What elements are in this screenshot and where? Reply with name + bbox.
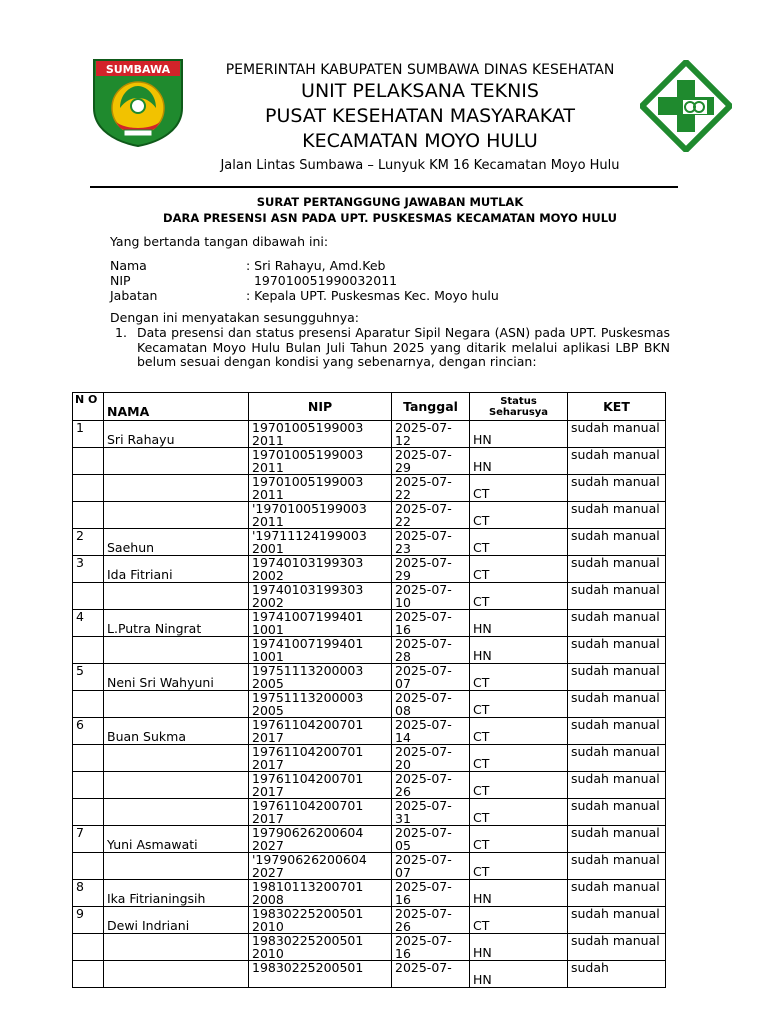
table-row <box>73 961 666 988</box>
table-row <box>73 691 666 718</box>
cell-tanggal: 2025-07- 31 <box>392 799 470 826</box>
cell-nip: 19701005199003 2011 <box>249 421 392 448</box>
table-row <box>73 637 666 664</box>
cell-nama: Ida Fitriani <box>104 556 249 583</box>
cell-nama: Buan Sukma <box>104 718 249 745</box>
cell-status: HN <box>470 934 568 961</box>
cell-no: 5 <box>73 664 104 691</box>
identity-label: NIP <box>110 273 131 288</box>
document-title: SURAT PERTANGGUNG JAWABAN MUTLAK <box>256 195 524 209</box>
cell-nip: 19830225200501 <box>249 961 392 988</box>
cell-nip: 19701005199003 2011 <box>249 475 392 502</box>
cell-status: CT <box>470 583 568 610</box>
cell-ket: sudah manual <box>568 583 666 610</box>
cell-no <box>73 934 104 961</box>
cell-tanggal: 2025-07- 29 <box>392 448 470 475</box>
cell-status: CT <box>470 529 568 556</box>
identity-label: Jabatan <box>110 288 158 303</box>
gov-line: PEMERINTAH KABUPATEN SUMBAWA DINAS KESEHATAN <box>225 62 615 78</box>
cell-no <box>73 799 104 826</box>
cell-ket: sudah manual <box>568 556 666 583</box>
cell-ket: sudah manual <box>568 718 666 745</box>
cell-no <box>73 691 104 718</box>
cell-nama: Saehun <box>104 529 249 556</box>
cell-no <box>73 961 104 988</box>
cell-no: 6 <box>73 718 104 745</box>
cell-nip: 19761104200701 2017 <box>249 799 392 826</box>
cell-status: HN <box>470 961 568 988</box>
cell-nip: 19751113200003 2005 <box>249 664 392 691</box>
cell-ket: sudah manual <box>568 907 666 934</box>
cell-status: CT <box>470 475 568 502</box>
puskesmas-logo <box>640 60 732 152</box>
header-status: Status Seharusya <box>470 393 568 421</box>
address: Jalan Lintas Sumbawa – Lunyuk KM 16 Kecamatan Moyo Hulu <box>220 158 620 173</box>
cell-nama: Ika Fitrianingsih <box>104 880 249 907</box>
cell-no: 7 <box>73 826 104 853</box>
cell-nama <box>104 961 249 988</box>
table-row <box>73 826 666 853</box>
cell-nama <box>104 448 249 475</box>
cell-ket: sudah manual <box>568 799 666 826</box>
cell-status: CT <box>470 907 568 934</box>
item-text: Data presensi dan status presensi Aparatur Sipil Negara (ASN) pada UPT. Puskesmas Kecamatan Moyo Hulu Bulan Juli Tahun 2025 yang ditarik melalui aplikasi LBP BKN belum sesuai dengan kondisi yang sebenarnya, dengan rincian: <box>137 325 670 370</box>
cell-nip: 19790626200604 2027 <box>249 826 392 853</box>
cell-nama <box>104 583 249 610</box>
table-row <box>73 448 666 475</box>
cell-nama: L.Putra Ningrat <box>104 610 249 637</box>
header-nip: NIP <box>249 393 392 421</box>
header-no: N O <box>73 393 104 421</box>
table-header-row <box>73 393 666 421</box>
header-tanggal: Tanggal <box>392 393 470 421</box>
table-row <box>73 934 666 961</box>
cell-tanggal: 2025-07- 28 <box>392 637 470 664</box>
cell-status: CT <box>470 745 568 772</box>
letterhead <box>200 62 640 173</box>
declaration-text: Dengan ini menyatakan sesungguhnya: <box>110 310 360 325</box>
cell-tanggal: 2025-07- 22 <box>392 475 470 502</box>
cell-status: CT <box>470 718 568 745</box>
cell-ket: sudah manual <box>568 826 666 853</box>
cell-status: CT <box>470 502 568 529</box>
unit-line-3: KECAMATAN MOYO HULU <box>302 130 538 152</box>
cell-nip: 19751113200003 2005 <box>249 691 392 718</box>
cell-nama <box>104 853 249 880</box>
cell-tanggal: 2025-07- 07 <box>392 853 470 880</box>
cell-ket: sudah manual <box>568 637 666 664</box>
table-row <box>73 583 666 610</box>
item-number: 1. <box>115 325 127 340</box>
cell-no: 2 <box>73 529 104 556</box>
cell-nip: '19790626200604 2027 <box>249 853 392 880</box>
table-row <box>73 421 666 448</box>
cell-nama: Sri Rahayu <box>104 421 249 448</box>
cell-ket: sudah manual <box>568 664 666 691</box>
cell-nip: 19761104200701 2017 <box>249 772 392 799</box>
cell-ket: sudah manual <box>568 745 666 772</box>
cell-tanggal: 2025-07- 05 <box>392 826 470 853</box>
cell-nama <box>104 475 249 502</box>
cell-ket: sudah <box>568 961 666 988</box>
cell-nip: 19741007199401 1001 <box>249 637 392 664</box>
header-nama: NAMA <box>104 393 249 421</box>
cell-nama: Dewi Indriani <box>104 907 249 934</box>
cell-nama: Yuni Asmawati <box>104 826 249 853</box>
cell-status: CT <box>470 691 568 718</box>
table-row <box>73 718 666 745</box>
identity-label: Nama <box>110 258 147 273</box>
table-row <box>73 772 666 799</box>
identity-value: : Sri Rahayu, Amd.Keb <box>246 258 386 273</box>
table-row <box>73 556 666 583</box>
cell-tanggal: 2025-07- 10 <box>392 583 470 610</box>
cell-tanggal: 2025-07- 26 <box>392 907 470 934</box>
header-divider <box>90 186 678 188</box>
cell-ket: sudah manual <box>568 421 666 448</box>
cell-nip: 19810113200701 2008 <box>249 880 392 907</box>
cell-tanggal: 2025-07- 14 <box>392 718 470 745</box>
table-row <box>73 502 666 529</box>
cell-nip: 19740103199303 2002 <box>249 583 392 610</box>
cell-nama <box>104 772 249 799</box>
cell-no <box>73 448 104 475</box>
cell-status: CT <box>470 826 568 853</box>
cell-ket: sudah manual <box>568 610 666 637</box>
table-row <box>73 664 666 691</box>
cell-ket: sudah manual <box>568 529 666 556</box>
cell-no: 9 <box>73 907 104 934</box>
cell-nip: 19761104200701 2017 <box>249 718 392 745</box>
cell-status: CT <box>470 556 568 583</box>
cell-no: 4 <box>73 610 104 637</box>
cell-ket: sudah manual <box>568 691 666 718</box>
table-row <box>73 853 666 880</box>
cell-ket: sudah manual <box>568 880 666 907</box>
cell-tanggal: 2025-07- <box>392 961 470 988</box>
identity-value: : Kepala UPT. Puskesmas Kec. Moyo hulu <box>246 288 499 303</box>
cell-nama <box>104 799 249 826</box>
cell-nip: 19830225200501 2010 <box>249 934 392 961</box>
cell-nip: 19761104200701 2017 <box>249 745 392 772</box>
cell-status: HN <box>470 610 568 637</box>
cell-tanggal: 2025-07- 29 <box>392 556 470 583</box>
sumbawa-regency-logo <box>90 56 186 148</box>
table-row <box>73 475 666 502</box>
cell-nama <box>104 691 249 718</box>
cell-status: HN <box>470 448 568 475</box>
table-row <box>73 610 666 637</box>
cell-tanggal: 2025-07- 26 <box>392 772 470 799</box>
cell-no <box>73 502 104 529</box>
cell-status: CT <box>470 853 568 880</box>
cell-nip: 19740103199303 2002 <box>249 556 392 583</box>
cell-no <box>73 475 104 502</box>
cell-tanggal: 2025-07- 07 <box>392 664 470 691</box>
cell-status: CT <box>470 664 568 691</box>
cell-ket: sudah manual <box>568 853 666 880</box>
cell-tanggal: 2025-07- 16 <box>392 934 470 961</box>
cell-status: HN <box>470 421 568 448</box>
cell-nip: 19701005199003 2011 <box>249 448 392 475</box>
cell-ket: sudah manual <box>568 502 666 529</box>
cell-no <box>73 772 104 799</box>
cell-ket: sudah manual <box>568 934 666 961</box>
cell-no <box>73 853 104 880</box>
intro-text: Yang bertanda tangan dibawah ini: <box>110 234 329 249</box>
cell-tanggal: 2025-07- 08 <box>392 691 470 718</box>
cell-nama <box>104 934 249 961</box>
cell-status: HN <box>470 637 568 664</box>
cell-nama <box>104 502 249 529</box>
cell-tanggal: 2025-07- 22 <box>392 502 470 529</box>
cell-no: 8 <box>73 880 104 907</box>
table-row <box>73 745 666 772</box>
cell-no <box>73 583 104 610</box>
cell-status: HN <box>470 880 568 907</box>
table-row <box>73 529 666 556</box>
cell-status: CT <box>470 799 568 826</box>
table-row <box>73 907 666 934</box>
cell-nama <box>104 745 249 772</box>
table-row <box>73 880 666 907</box>
identity-value: 197010051990032011 <box>246 273 398 288</box>
cell-tanggal: 2025-07- 16 <box>392 610 470 637</box>
cell-ket: sudah manual <box>568 772 666 799</box>
table-row <box>73 799 666 826</box>
cell-nama: Neni Sri Wahyuni <box>104 664 249 691</box>
logo-sumbawa-text: SUMBAWA <box>105 63 171 76</box>
cell-no: 1 <box>73 421 104 448</box>
header-ket: KET <box>568 393 666 421</box>
cell-tanggal: 2025-07- 12 <box>392 421 470 448</box>
unit-line-1: UNIT PELAKSANA TEKNIS <box>301 80 539 102</box>
cell-tanggal: 2025-07- 23 <box>392 529 470 556</box>
cell-no <box>73 637 104 664</box>
cell-no <box>73 745 104 772</box>
cell-nip: '19711124199003 2001 <box>249 529 392 556</box>
cell-tanggal: 2025-07- 20 <box>392 745 470 772</box>
cell-ket: sudah manual <box>568 475 666 502</box>
cell-nip: 19741007199401 1001 <box>249 610 392 637</box>
cell-status: CT <box>470 772 568 799</box>
cell-nip: 19830225200501 2010 <box>249 907 392 934</box>
cell-tanggal: 2025-07- 16 <box>392 880 470 907</box>
unit-line-2: PUSAT KESEHATAN MASYARAKAT <box>265 105 575 127</box>
attendance-table <box>72 392 666 988</box>
document-subtitle: DARA PRESENSI ASN PADA UPT. PUSKESMAS KECAMATAN MOYO HULU <box>163 211 617 225</box>
cell-no: 3 <box>73 556 104 583</box>
cell-nama <box>104 637 249 664</box>
cell-ket: sudah manual <box>568 448 666 475</box>
cell-nip: '19701005199003 2011 <box>249 502 392 529</box>
